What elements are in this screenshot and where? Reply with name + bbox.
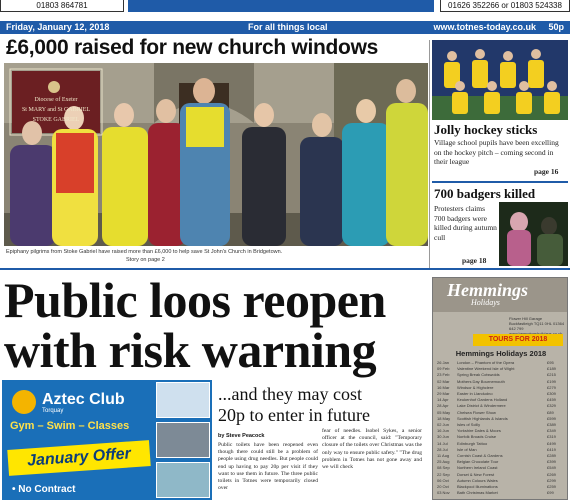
tour-date: 06 Oct <box>437 477 449 483</box>
tour-row <box>437 459 565 464</box>
phone-number-left: 01803 864781 <box>0 0 124 12</box>
tour-name: Easter in Llandudno <box>457 391 493 396</box>
tour-row <box>437 441 565 446</box>
site-link[interactable]: www.totnes-today.co.uk <box>433 22 536 32</box>
subheadline-line1: ...and they may cost <box>218 384 362 404</box>
tour-row <box>437 410 565 415</box>
hemmings-title: Hemmings Holidays 2018 <box>455 349 547 358</box>
tour-price: £419 <box>547 446 556 452</box>
byline: by Steve Peacock <box>218 433 265 439</box>
tour-row <box>437 360 565 365</box>
ad-photo-strip <box>156 382 210 498</box>
caption-text: Epiphany pilgrims from Stoke Gabriel have raised more than £6,000 to help save St John's Church in Bridgetown. <box>6 249 283 255</box>
badgers-summary: Protesters claims 700 badgers were killed during autumn cull <box>434 204 497 242</box>
lead-headline[interactable]: £6,000 raised for new church windows <box>6 36 378 59</box>
tour-price: £599 <box>547 415 556 421</box>
subheadline-line2: 20p to enter in future <box>218 405 370 425</box>
ad-offer-banner: January Offer <box>7 440 150 476</box>
issue-date: Friday, January 12, 2018 <box>6 22 110 32</box>
tour-date: 08 Sep <box>437 465 450 471</box>
tour-name: Northern Ireland Coast <box>457 465 498 471</box>
ad-photo <box>156 462 210 498</box>
tour-name: Blackpool Illuminations <box>457 484 498 489</box>
tour-date: 23 Feb <box>437 372 450 378</box>
tour-date: 05 May <box>437 409 451 415</box>
ad-services: Gym – Swim – Classes <box>10 420 130 432</box>
badgers-headline[interactable]: 700 badgers killed <box>434 186 536 201</box>
tour-price: £289 <box>547 453 556 458</box>
tour-price: £349 <box>547 428 556 434</box>
tour-name: Bath Christmas Market <box>457 490 498 496</box>
ad-title: Aztec Club <box>42 391 125 408</box>
tour-date: 11 Aug <box>437 453 450 458</box>
tour-date: 18 May <box>437 415 451 421</box>
tour-price: £389 <box>547 422 556 427</box>
tour-row <box>437 478 565 483</box>
tour-date: 03 Nov <box>437 490 450 496</box>
tour-price: £319 <box>547 434 556 440</box>
tour-row <box>437 465 565 470</box>
ad-location: Torquay <box>42 408 64 414</box>
tour-price: £459 <box>547 397 556 403</box>
hockey-summary: Village school pupils have been excelling on the hockey pitch – coming second in their league <box>434 138 559 166</box>
tour-row <box>437 490 565 495</box>
tour-date: 02 Jun <box>437 422 450 427</box>
story-column-1: Public toilets have been reopened even though there could still be a problem of people using drug needles. But people could end up having to pay 20p per visit if they want to use them in future. The three public toilets in Totnes were temporarily closed over <box>218 442 318 492</box>
tour-name: Autumn Colours Wales <box>457 477 498 483</box>
tour-row <box>437 379 565 384</box>
tour-row <box>437 453 565 458</box>
tour-row <box>437 447 565 452</box>
tour-price: £499 <box>547 440 556 446</box>
top-banner <box>128 0 434 12</box>
hemmings-contact: Flower Hill Garage Buckfastleigh TQ11 0HL 01364 642 799 <box>509 316 565 331</box>
tour-date: 14 Apr <box>437 397 449 403</box>
tour-date: 28 Apr <box>437 403 449 409</box>
tour-price: £199 <box>547 378 556 384</box>
tour-date: 20 Oct <box>437 484 449 489</box>
tour-date: 26 Jan <box>437 360 450 365</box>
section-divider <box>0 268 570 270</box>
tour-name: Edinburgh Tattoo <box>457 440 488 446</box>
tour-name: Norfolk Broads Cruise <box>457 434 497 440</box>
hemmings-logo: Hemmings <box>447 280 529 300</box>
tour-date: 02 Mar <box>437 378 450 384</box>
tour-name: Mothers Day Bournemouth <box>457 378 505 384</box>
tour-price: £259 <box>547 484 556 489</box>
tour-price: £329 <box>547 403 556 409</box>
tour-row <box>437 366 565 371</box>
tour-date: 25 Aug <box>437 459 450 465</box>
tour-date: 29 Mar <box>437 391 450 396</box>
tour-name: Keukenhof Gardens Holland <box>457 397 508 403</box>
tour-row <box>437 422 565 427</box>
tour-price: £549 <box>547 465 556 471</box>
main-headline-line1[interactable]: Public loos reopen <box>4 272 386 328</box>
tour-name: Dorset & New Forest <box>457 471 495 477</box>
sidebar-divider <box>432 181 568 183</box>
tour-price: £399 <box>547 459 556 465</box>
tour-date: 16 Jun <box>437 428 450 434</box>
tour-date: 22 Sep <box>437 471 450 477</box>
tour-row <box>437 416 565 421</box>
tour-date: 28 Jul <box>437 446 448 452</box>
tour-name: Lake District & Windermere <box>457 403 506 409</box>
tour-name: Belgian Chocolate Tour <box>457 459 499 465</box>
hockey-page-ref: page 16 <box>534 167 559 176</box>
aztec-logo-icon <box>12 390 36 414</box>
tour-row <box>437 434 565 439</box>
site-and-price[interactable] <box>433 21 564 34</box>
price: 50p <box>548 22 564 32</box>
tour-date: 16 Mar <box>437 384 450 390</box>
tour-row <box>437 372 565 377</box>
tour-row <box>437 484 565 489</box>
main-headline-line2[interactable]: with risk warning <box>4 322 377 378</box>
tour-name: Cornish Coast & Gardens <box>457 453 503 458</box>
tour-row <box>437 391 565 396</box>
tour-date: 30 Jun <box>437 434 450 440</box>
hemmings-holidays-advert[interactable] <box>432 277 568 500</box>
church-sign-line: Diocese of Exeter <box>34 97 78 103</box>
tour-price: £189 <box>547 366 556 372</box>
tour-name: Scottish Highlands & Islands <box>457 415 508 421</box>
tour-price: £215 <box>547 372 556 378</box>
tour-price: £89 <box>547 409 554 415</box>
tour-name: Windsor & Highclere <box>457 384 494 390</box>
tour-name: Yorkshire Dales & Moors <box>457 428 501 434</box>
hockey-team-photo <box>432 40 568 120</box>
tour-name: London – Phantom of the Opera <box>457 360 515 365</box>
tour-date: 09 Feb <box>437 366 450 372</box>
tour-name: Spring Break Cotswolds <box>457 372 500 378</box>
tour-date: 14 Jul <box>437 440 448 446</box>
ad-contract-note: • No Contract <box>12 484 76 495</box>
tagline: For all things local <box>248 22 328 32</box>
protesters-photo <box>499 202 568 266</box>
badgers-page-ref: page 18 <box>462 256 487 265</box>
tour-row <box>437 397 565 402</box>
masthead-bar <box>0 21 570 34</box>
tour-row <box>437 428 565 433</box>
tour-price: £309 <box>547 391 556 396</box>
hemmings-logo-sub: Holidays <box>471 298 500 307</box>
phone-number-right: 01626 352266 or 01803 524338 <box>440 0 570 12</box>
aztec-club-advert[interactable] <box>2 380 212 500</box>
ad-photo <box>156 422 210 458</box>
caption-page-ref: Story on page 2 <box>126 257 165 263</box>
tour-price: £269 <box>547 471 556 477</box>
tour-price: £279 <box>547 384 556 390</box>
tour-name: Isles of Scilly <box>457 422 481 427</box>
church-sign-line: STOKE GABRIEL <box>32 117 80 123</box>
tour-name: Valentine Weekend Isle of Wight <box>457 366 515 372</box>
tour-price: £299 <box>547 477 556 483</box>
tour-row <box>437 385 565 390</box>
photo-caption <box>6 248 426 264</box>
tour-price: £95 <box>547 360 554 365</box>
hockey-headline[interactable]: Jolly hockey sticks <box>434 122 538 137</box>
tour-price: £99 <box>547 490 554 496</box>
tour-row <box>437 403 565 408</box>
tour-name: Isle of Man <box>457 446 477 452</box>
church-sign-line: St MARY and St GABRIEL <box>21 107 91 113</box>
column-rule <box>429 40 430 268</box>
tour-name: Chelsea Flower Show <box>457 409 496 415</box>
hemmings-banner: TOURS FOR 2018 <box>473 334 563 346</box>
ad-photo <box>156 382 210 418</box>
story-column-2: fear of needles. Isobel Sykes, a senior officer at the council, said: "Temporary closure of the toilets over Christmas was the only way to ensure public safety." "The drug problem in Totnes has not gone away and we will check <box>322 428 422 471</box>
pilgrims-photo <box>4 63 428 246</box>
tour-row <box>437 472 565 477</box>
